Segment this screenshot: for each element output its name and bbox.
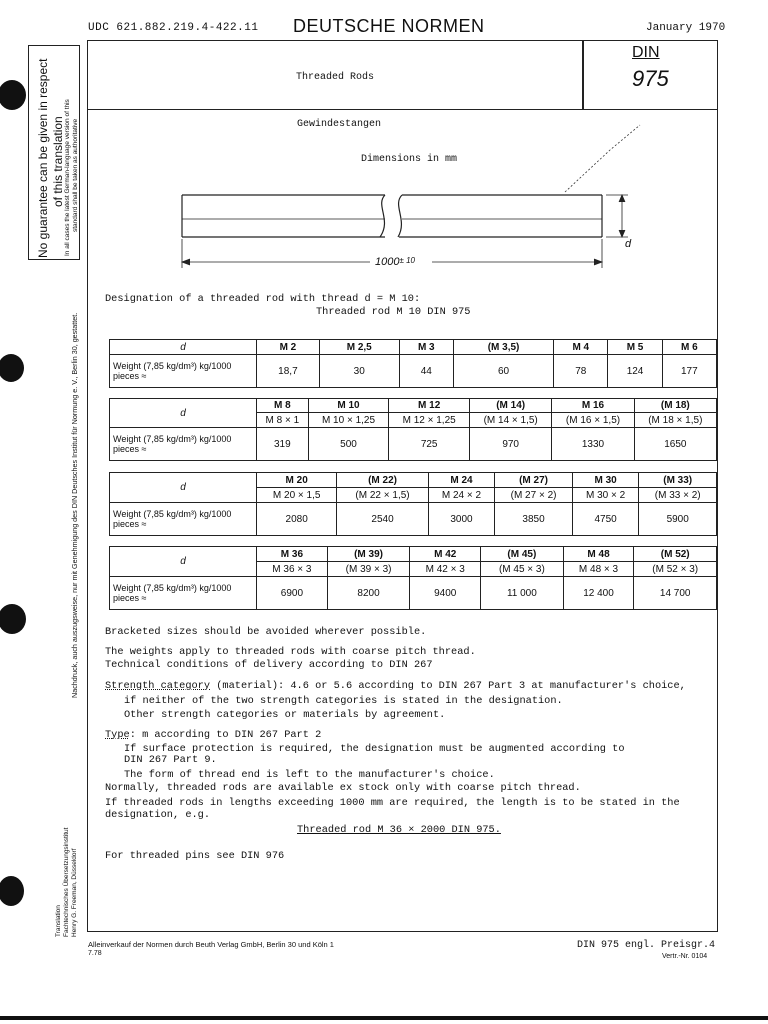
weight-cell: 78 [554,355,608,388]
note-bracketed: Bracketed sizes should be avoided wherever possible. [105,626,427,638]
size-cell: M 12 [389,399,470,413]
diameter-dimension [606,195,628,237]
udc-number: UDC 621.882.219.4-422.11 [88,22,259,34]
weight-label: Weight (7,85 kg/dm³) kg/1000 pieces ≈ [110,428,257,461]
length-label [375,256,415,268]
weight-cell: 2540 [337,503,428,536]
weight-label: Weight (7,85 kg/dm³) kg/1000 pieces ≈ [110,577,257,610]
size-cell: (M 45) [481,547,564,562]
size-cell: M 24 [428,473,495,488]
weight-cell: 500 [308,428,389,461]
translation-translator: Henry G. Freeman, Düsseldorf [71,848,78,937]
size-cell: (M 52) [634,547,717,562]
length-value: 1000 [375,256,400,268]
weight-cell: 44 [399,355,453,388]
issue-date: January 1970 [646,22,726,34]
d-header: d [110,340,257,355]
weight-table-1 [109,339,717,388]
size-cell: M 5 [608,340,662,355]
size-cell: (M 39) [327,547,410,562]
d-header: d [110,399,257,428]
weight-cell: 5900 [639,503,717,536]
thread-cell: (M 22 × 1,5) [337,488,428,503]
footer-distribution-number: Vertr.-Nr. 0104 [662,953,708,960]
designation-intro: Designation of a threaded rod with thread d = M 10: [105,293,421,305]
thread-cell: (M 33 × 2) [639,488,717,503]
strength-text: (material): 4.6 or 5.6 according to DIN 267 Part 3 at manufacturer's choice, [210,680,686,692]
thread-cell: M 10 × 1,25 [308,413,389,428]
title-german: Gewindestangen [297,119,382,130]
weight-cell: 9400 [410,577,481,610]
weight-cell: 970 [470,428,552,461]
dimensions-note: Dimensions in mm [361,154,458,165]
table-row-sizes [110,399,717,413]
weight-cell: 14 700 [634,577,717,610]
punch-hole [0,604,26,634]
size-cell: M 20 [257,473,337,488]
punch-hole [0,354,24,382]
weight-table-2 [109,398,717,461]
authoritative-line-2: standard shall be taken as authoritative [72,118,79,232]
weight-cell: 1650 [634,428,716,461]
weight-label: Weight (7,85 kg/dm³) kg/1000 pieces ≈ [110,503,257,536]
strength-heading: Strength category [105,680,211,692]
size-cell: M 3 [399,340,453,355]
table-row-weights [110,355,717,388]
note-strength [105,680,686,692]
thread-cell: M 8 × 1 [257,413,309,428]
thread-cell: (M 18 × 1,5) [634,413,716,428]
weight-cell: 18,7 [257,355,320,388]
d-header: d [110,547,257,577]
weight-cell: 3000 [428,503,495,536]
weight-cell: 725 [389,428,470,461]
size-cell: M 16 [552,399,634,413]
authoritative-line-1: In all cases the latest German-language version of this [64,99,71,256]
diameter-label: d [625,238,632,250]
weight-cell: 11 000 [481,577,564,610]
weight-cell: 124 [608,355,662,388]
title-block-divider [582,40,584,110]
din-label: DIN [632,44,660,61]
thread-cell: M 36 × 3 [257,562,328,577]
footer-price-group: DIN 975 engl. Preisgr.4 [577,940,716,951]
size-cell: M 10 [308,399,389,413]
weight-cell: 8200 [327,577,410,610]
punch-hole [0,876,24,906]
guarantee-line-2: of this translation [51,116,65,207]
document-header-title: DEUTSCHE NORMEN [293,16,485,36]
weight-cell: 30 [319,355,399,388]
size-cell: (M 14) [470,399,552,413]
weight-cell: 3850 [495,503,573,536]
rod-leader-line [565,125,640,192]
scan-edge [0,1016,768,1020]
designation-example: Threaded rod M 10 DIN 975 [316,306,471,318]
title-english: Threaded Rods [296,72,375,83]
size-cell: (M 33) [639,473,717,488]
note-strength-line2: if neither of the two strength categories is stated in the designation. [124,695,563,707]
table-row-sizes [110,340,717,355]
note-lengths-line2: designation, e.g. [105,809,211,821]
weight-table-4 [109,546,717,610]
size-cell: M 2,5 [319,340,399,355]
thread-cell: M 20 × 1,5 [257,488,337,503]
thread-cell: (M 39 × 3) [327,562,410,577]
din-number: 975 [632,66,669,91]
thread-cell: M 42 × 3 [410,562,481,577]
weight-cell: 60 [453,355,553,388]
translation-label: Translation [55,905,62,937]
type-heading: Type [105,729,130,741]
note-type [105,729,321,741]
weight-table-3 [109,472,717,536]
weight-label: Weight (7,85 kg/dm³) kg/1000 pieces ≈ [110,355,257,388]
weight-cell: 1330 [552,428,634,461]
thread-cell: (M 45 × 3) [481,562,564,577]
table-row-sizes [110,547,717,562]
weight-cell: 4750 [572,503,639,536]
weight-cell: 319 [257,428,309,461]
table-row-weights [110,577,717,610]
length-tolerance: ± 10 [399,256,415,265]
size-cell: M 2 [257,340,320,355]
thread-cell: M 30 × 2 [572,488,639,503]
size-cell: M 36 [257,547,328,562]
thread-cell: (M 52 × 3) [634,562,717,577]
note-technical: Technical conditions of delivery according to DIN 267 [105,659,433,671]
note-strength-line3: Other strength categories or materials by agreement. [124,709,446,721]
note-surface-line1: If surface protection is required, the designation must be augmented according to [124,743,625,755]
weight-cell: 6900 [257,577,328,610]
note-pins: For threaded pins see DIN 976 [105,850,285,862]
weight-cell: 2080 [257,503,337,536]
rod-right-section [398,195,602,237]
note-surface-line2: DIN 267 Part 9. [124,754,217,766]
thread-cell: (M 16 × 1,5) [552,413,634,428]
threaded-rod-drawing [170,120,650,270]
thread-cell: (M 14 × 1,5) [470,413,552,428]
size-cell: M 6 [662,340,716,355]
note-lengths-line1: If threaded rods in lengths exceeding 1000 mm are required, the length is to be stated in the [105,797,680,809]
size-cell: M 42 [410,547,481,562]
weight-cell: 177 [662,355,716,388]
translation-institute: Fachtechnisches Übersetzungsinstitut [63,827,70,937]
table-row-weights [110,503,717,536]
type-text: : m according to DIN 267 Part 2 [129,729,322,741]
weight-cell: 12 400 [563,577,634,610]
thread-cell: M 24 × 2 [428,488,495,503]
footer-sales-notice: Alleinverkauf der Normen durch Beuth Verlag GmbH, Berlin 30 und Köln 1 [88,940,334,949]
title-block [87,40,718,110]
thread-cell: M 48 × 3 [563,562,634,577]
table-row-sizes [110,473,717,488]
table-row-weights [110,428,717,461]
note-thread-end: The form of thread end is left to the manufacturer's choice. [124,769,495,781]
punch-hole [0,80,26,110]
size-cell: M 48 [563,547,634,562]
rod-left-section [182,195,385,237]
d-header: d [110,473,257,503]
size-cell: M 30 [572,473,639,488]
reprint-notice: Nachdruck, auch auszugsweise, nur mit Genehmigung des DIN Deutsches Institut für Normung e. V., Berlin 30, gestattet. [70,312,79,698]
size-cell: M 8 [257,399,309,413]
note-normally: Normally, threaded rods are available ex stock only with coarse pitch thread. [105,782,581,794]
footer-edition-code: 7.78 [88,950,102,957]
note-length-example: Threaded rod M 36 × 2000 DIN 975. [297,824,501,836]
size-cell: (M 18) [634,399,716,413]
guarantee-line-1: No guarantee can be given in respect [36,58,50,258]
thread-cell: (M 27 × 2) [495,488,573,503]
size-cell: (M 3,5) [453,340,553,355]
note-weights: The weights apply to threaded rods with coarse pitch thread. [105,646,476,658]
size-cell: (M 27) [495,473,573,488]
size-cell: M 4 [554,340,608,355]
size-cell: (M 22) [337,473,428,488]
thread-cell: M 12 × 1,25 [389,413,470,428]
